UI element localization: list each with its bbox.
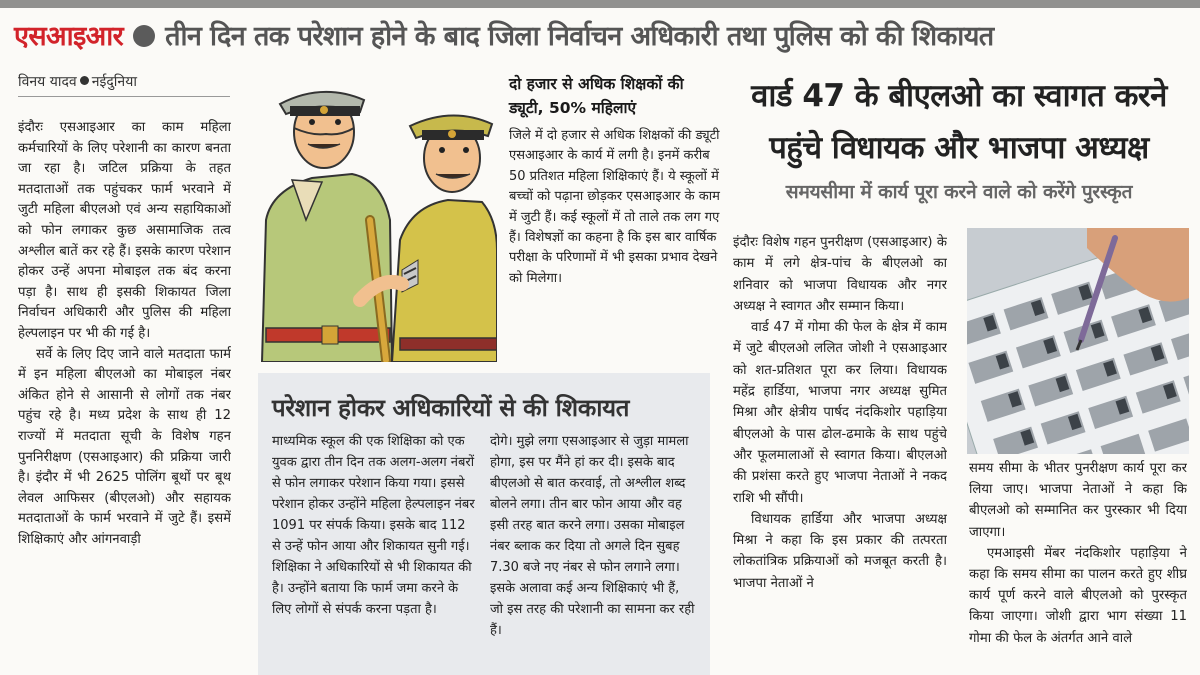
sidebar-note-body: जिले में दो हजार से अधिक शिक्षकों की ड्यूटी एसआइआर के कार्य में लगी है। इनमें करीब 50 प्रतिशत महिला शिक्षिकाएं हैं। ये स्कूलों में बच्चों को पढ़ाना छोड़कर एसआइआर के काम में जुटी हैं। कई स्कूलों में तो ताले तक लग गए हैं। विशेषज्ञों का कहना है कि इस बार वार्षिक परीक्षा के परिणामों में भी इसका प्रभाव देखने को मिलेगा। <box>509 128 720 286</box>
byline-divider <box>18 96 230 97</box>
article-paragraph: एमआइसी मेंबर नंदकिशोर पहाड़िया ने कहा कि समय सीमा का पालन करते हुए शीघ्र कार्य पूर्ण करने वाले बीएलओ को पुरस्कृत किया जाएगा। जोशी द्वारा भाग संख्या 11 गोमा की फेल के अंतर्गत आने वाले <box>969 545 1187 646</box>
main-headline <box>14 12 1194 62</box>
article-paragraph: समय सीमा के भीतर पुनरीक्षण कार्य पूरा कर लिया जाए। भाजपा नेताओं ने कहा कि बीएलओ को सम्मानित कर पुरस्कार भी दिया जाएगा। <box>969 461 1187 540</box>
right-story-headline: वार्ड 47 के बीएलओ का स्वागत करने पहुंचे विधायक और भाजपा अध्यक्ष <box>751 78 1167 166</box>
byline <box>18 72 137 91</box>
article-paragraph: सर्वे के लिए दिए जाने वाले मतदाता फार्म में इन महिला बीएलओ का मोबाइल नंबर अंकित होने से आसानी से लोगों तक नंबर पहुंच रहे है। मध्य प्रदेश के साथ ही 12 राज्यों में मतदाता सूची के विशेष गहन पुननिरीक्षण (एसआइआर) की प्रक्रिया जारी है। इंदौर में भी 2625 पोलिंग बूथों पर बूथ लेवल आफिसर (बीएलओ) और सहायक मतदाताओं के फार्म भरवाने में जुटे हैं। इसमें शिक्षिकाएं और आंगनवाड़ी <box>18 346 231 547</box>
byline-author: विनय यादव <box>18 74 77 90</box>
left-column-article <box>18 118 231 675</box>
complaint-box-title: परेशान होकर अधिकारियों से की शिकायत <box>272 394 630 422</box>
article-paragraph: इंदौरः एसआइआर का काम महिला कर्मचारियों के लिए परेशानी का कारण बनता जा रहा है। जटिल प्रक्रिया के तहत मतदाताओं तक पहुंचकर फार्म भरवाने में जुटी महिला बीएलओ एवं अन्य सहायिकाओं को फोन लगाकर कुछ असामाजिक तत्व अश्लील बातें कर रहे हैं। इसके कारण परेशान होकर उन्हें अपना मोबाइल तक बंद करना पड़ा है। साथ ही इसकी शिकायत जिला निर्वाचन अधिकारी और पुलिस की महिला हेल्पलाइन पर भी की गई है। <box>18 120 231 341</box>
complaint-box-column: दोगे। मुझे लगा एसआइआर से जुड़ा मामला होगा, इस पर मैंने हां कर दी। इसके बाद बीएलओ से बात करवाई, तो अश्लील शब्द बोलने लगा। तीन बार फोन आया और वह इसी तरह बात करने लगा। उसका मोबाइल नंबर ब्लाक कर दिया तो अगले दिन सुबह 7.30 बजे नए नंबर से फोन लगाने लगा। इसके अलावा कई अन्य शिक्षिकाएं भी हैं, जो इस तरह की परेशानी का सामना कर रही हैं। <box>490 434 695 638</box>
right-story-column <box>733 232 947 675</box>
headline-text: तीन दिन तक परेशान होने के बाद जिला निर्वाचन अधिकारी तथा पुलिस को की शिकायत <box>165 21 994 52</box>
right-story-column <box>969 458 1187 675</box>
complaint-box-column: माध्यमिक स्कूल की एक शिक्षिका को एक युवक द्वारा तीन दिन तक अलग-अलग नंबरों से फोन लगाकर परेशान किया गया। इससे परेशान होकर उन्होंने महिला हेल्पलाइन नंबर 1091 पर संपर्क किया। इसके बाद 112 से उन्हें फोन आया और शिकायत सुनी गई। शिक्षिका ने अधिकारियों से भी शिकायत की है। उन्होंने बताया कि फार्म जमा करने के लिए लोगों से संपर्क करना पड़ता है। <box>272 434 475 617</box>
police-cartoon-icon <box>252 70 497 362</box>
headline-kicker: एसआइआर <box>14 21 124 52</box>
bullet-icon <box>80 76 89 85</box>
voter-list-photo-icon <box>967 228 1189 454</box>
byline-source: नईदुनिया <box>91 74 137 90</box>
sidebar-note-title: दो हजार से अधिक शिक्षकों की ड्यूटी, 50% महिलाएं <box>509 75 684 117</box>
page-top-strip <box>0 0 1200 8</box>
right-story-subhead: समयसीमा में कार्य पूरा करने वाले को करेंगे पुरस्कृत <box>785 181 1133 203</box>
complaint-box <box>258 373 710 675</box>
bullet-icon <box>133 25 155 47</box>
article-paragraph: विधायक हार्डिया और भाजपा अध्यक्ष मिश्रा ने कहा कि इस प्रकार की तत्परता लोकतांत्रिक प्रक्रियाओं को मजबूत करती है। भाजपा नेताओं ने <box>733 511 947 591</box>
article-paragraph: इंदौरः विशेष गहन पुनरीक्षण (एसआइआर) के काम में लगे क्षेत्र-पांच के बीएलओ का शनिवार को भाजपा विधायक और नगर अध्यक्ष ने स्वागत और सम्मान किया। <box>733 235 947 314</box>
article-paragraph: वार्ड 47 में गोमा की फेल के क्षेत्र में काम में जुटे बीएलओ ललित जोशी ने एसआइआर को शत-प्रतिशत पूरा कर लिया। विधायक महेंद्र हार्डिया, भाजपा नगर अध्यक्ष सुमित मिश्रा और क्षेत्रीय पार्षद नंदकिशोर पहाड़िया बीएलओ के पास ढोल-ढमाके के साथ पहुंचे और फूलमालाओं से स्वागत किया। बीएलओ की प्रशंसा करते हुए भाजपा नेताओं ने नकद राशि भी सौंपी। <box>733 320 947 506</box>
